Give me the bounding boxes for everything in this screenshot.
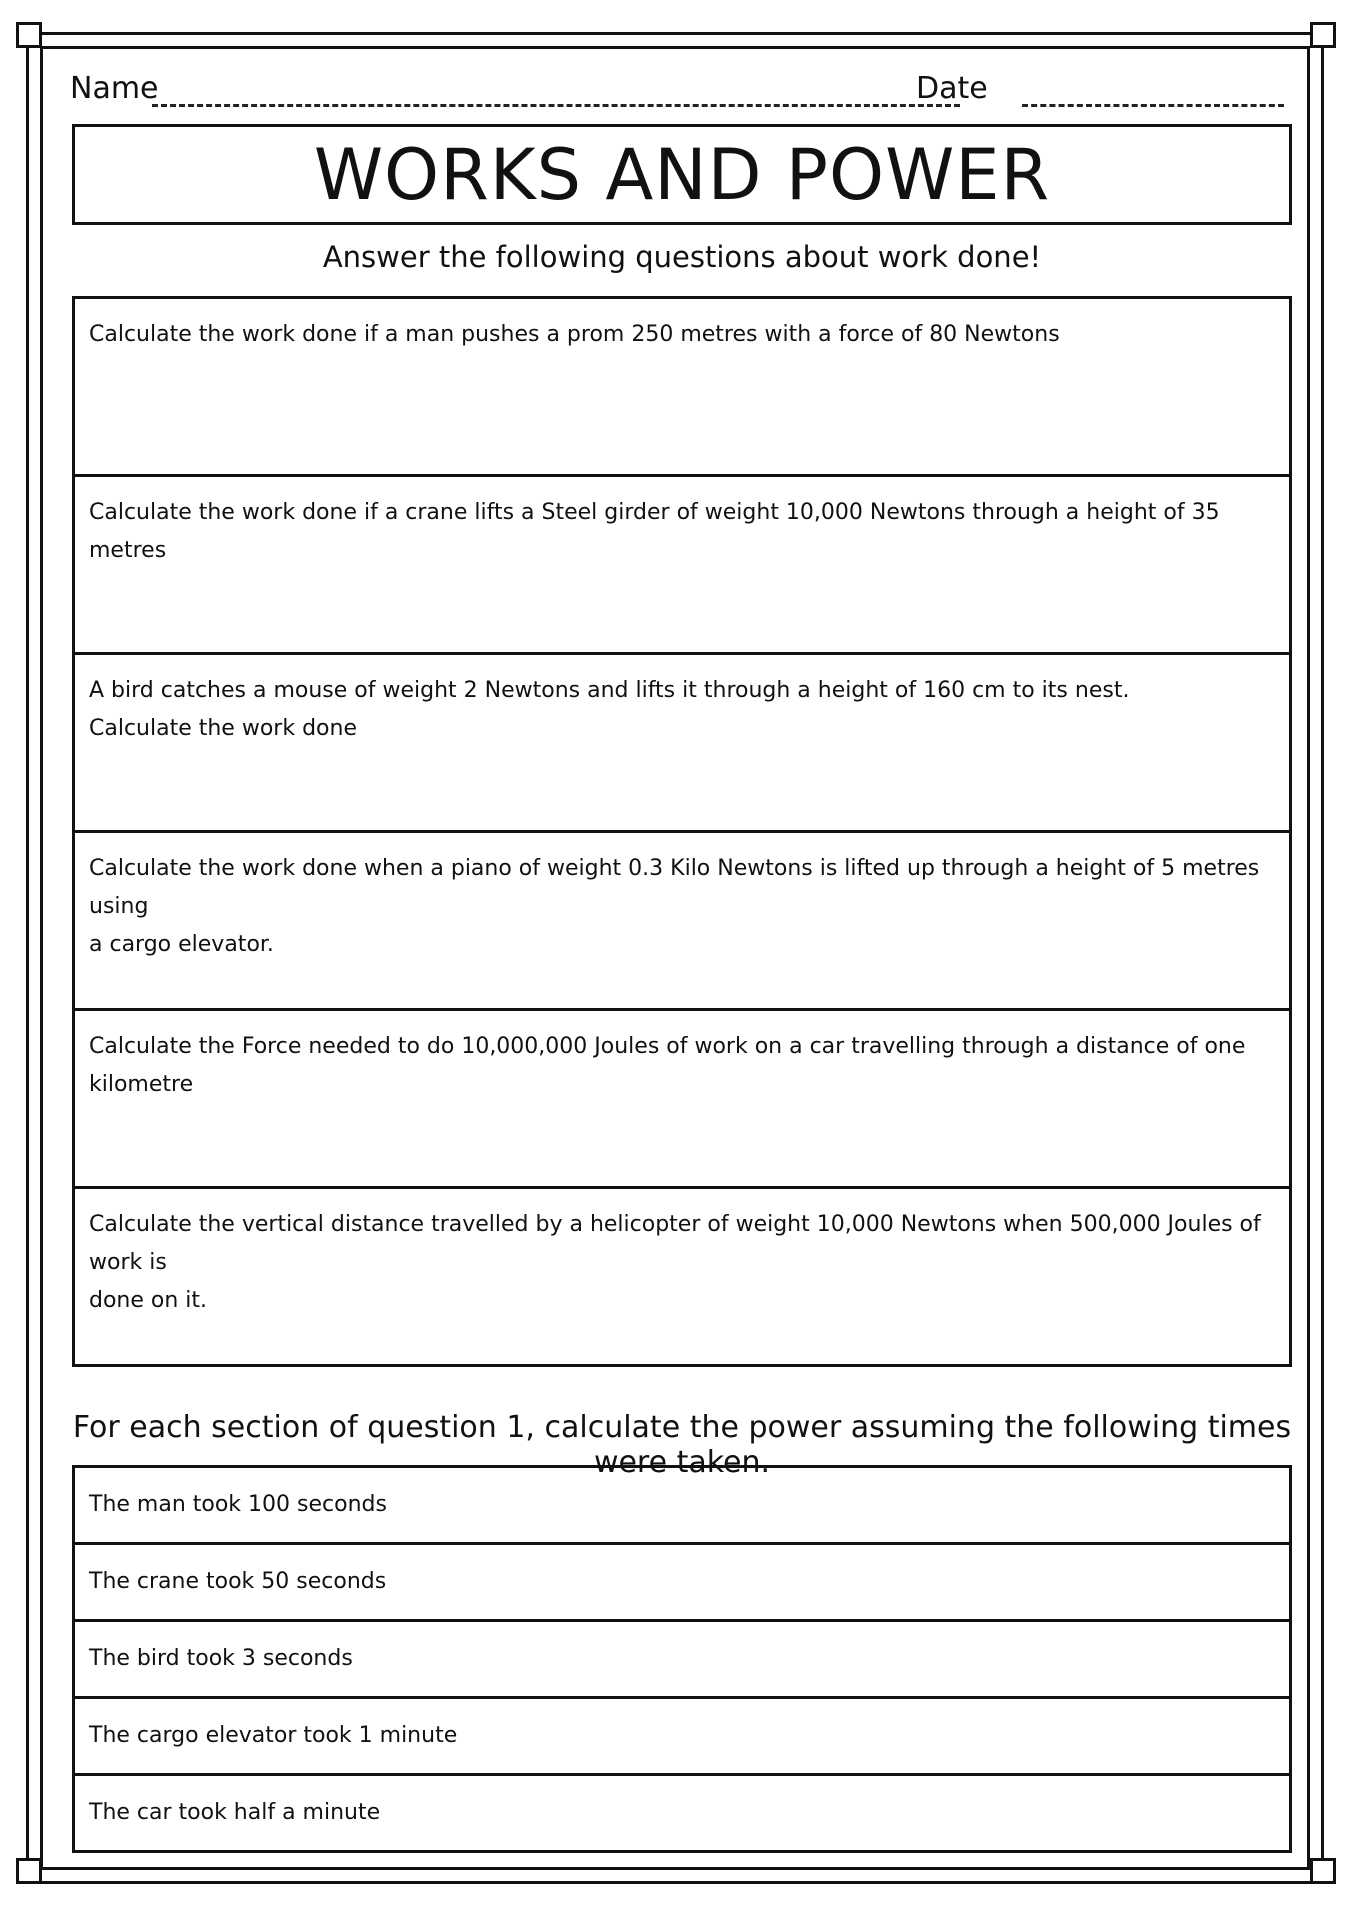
name-date-row [70, 66, 1292, 112]
date-label: Date [916, 71, 988, 106]
question-text: Calculate the Force needed to do 10,000,000 Joules of work on a car travelling through a distance of one kilometre [89, 1034, 1246, 1097]
question-text: done on it. [89, 1288, 208, 1313]
power-row[interactable]: The bird took 3 seconds [75, 1619, 1289, 1696]
question-text: a cargo elevator. [89, 932, 274, 957]
question-row[interactable] [75, 299, 1289, 474]
question-row[interactable] [75, 652, 1289, 830]
question-text: Calculate the vertical distance travelled by a helicopter of weight 10,000 Newtons when 500,000 Joules of work is [89, 1212, 1261, 1275]
question-text: Calculate the work done if a man pushes a prom 250 metres with a force of 80 Newtons [89, 322, 1060, 347]
question-text: Calculate the work done if a crane lifts a Steel girder of weight 10,000 Newtons through a height of 35 metres [89, 500, 1220, 563]
corner-top-right [1310, 22, 1336, 48]
corner-bottom-right [1310, 1858, 1336, 1884]
power-questions-table [72, 1465, 1292, 1853]
question-text: Calculate the work done when a piano of weight 0.3 Kilo Newtons is lifted up through a height of 5 metres using [89, 856, 1260, 919]
question-row[interactable] [75, 830, 1289, 1008]
work-questions-table [72, 296, 1292, 1367]
power-row[interactable]: The crane took 50 seconds [75, 1542, 1289, 1619]
power-row[interactable]: The cargo elevator took 1 minute [75, 1696, 1289, 1773]
date-field[interactable] [1022, 104, 1284, 107]
corner-top-left [16, 22, 42, 48]
instruction-work-done: Answer the following questions about work done! [322, 240, 1042, 274]
question-text: A bird catches a mouse of weight 2 Newtons and lifts it through a height of 160 cm to its nest. [89, 678, 1130, 703]
question-row[interactable] [75, 474, 1289, 652]
name-label: Name [70, 71, 159, 106]
question-text: Calculate the work done [89, 716, 357, 741]
power-row[interactable]: The car took half a minute [75, 1773, 1289, 1850]
name-field[interactable] [152, 104, 960, 107]
instruction-power: For each section of question 1, calculate the power assuming the following times were taken. [72, 1410, 1292, 1480]
power-row[interactable]: The man took 100 seconds [89, 1492, 387, 1517]
corner-bottom-left [16, 1858, 42, 1884]
worksheet-title: WORKS AND POWER [313, 133, 1051, 216]
title-box [72, 124, 1292, 225]
question-row[interactable] [75, 1008, 1289, 1186]
question-row[interactable] [75, 1186, 1289, 1364]
